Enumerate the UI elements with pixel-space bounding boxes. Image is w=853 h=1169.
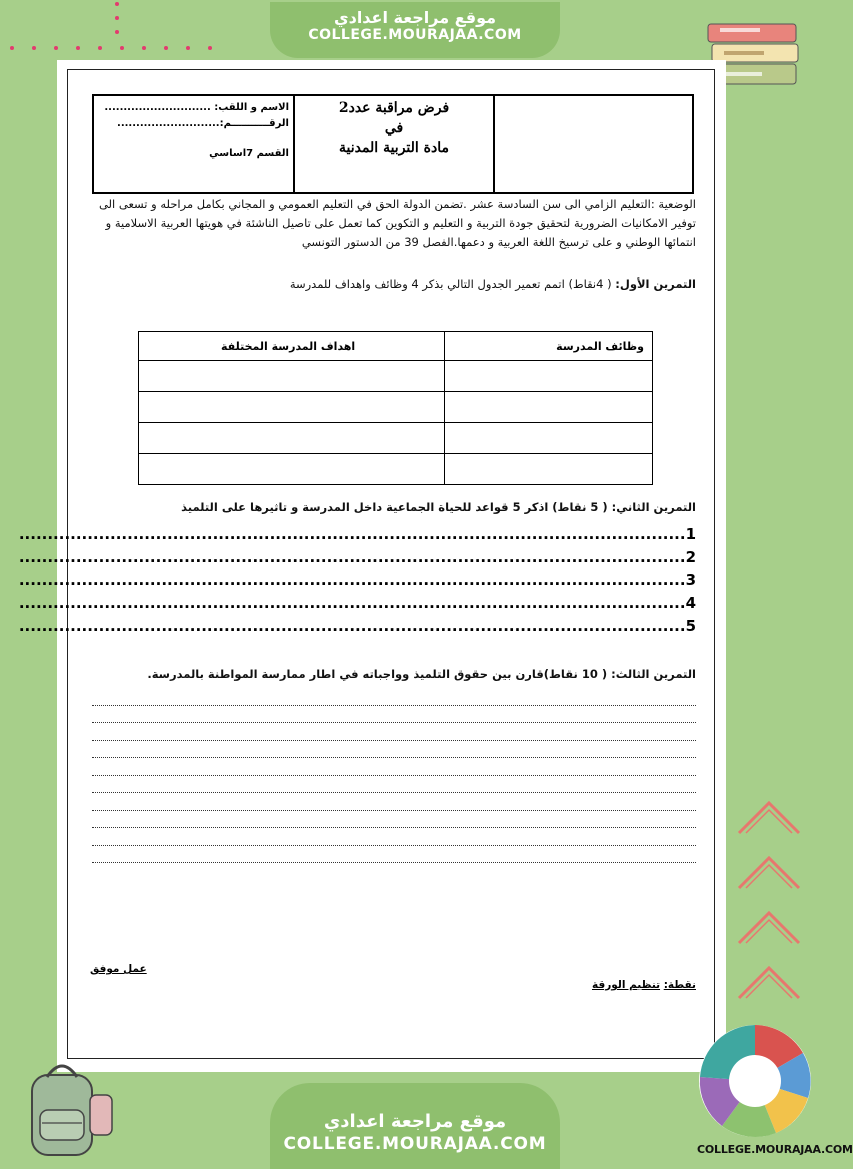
decorative-dot	[76, 46, 80, 50]
site-name-bottom: موقع مراجعة اعدادي	[323, 1111, 507, 1132]
decorative-dot	[115, 30, 119, 34]
neatness-label: نقطة:	[663, 979, 696, 991]
answer-cell[interactable]	[445, 454, 653, 485]
header-empty-cell	[495, 96, 692, 192]
site-banner-top	[270, 2, 560, 58]
decorative-dot	[142, 46, 146, 50]
decorative-dot	[120, 46, 124, 50]
decorative-dot	[115, 2, 119, 6]
decorative-dot	[32, 46, 36, 50]
exercise1-prompt	[96, 277, 696, 291]
decorative-dot	[10, 46, 14, 50]
table-row	[139, 392, 653, 423]
exercise2-answer-lines	[18, 525, 696, 640]
exercise2-prompt: التمرين الثاني: ( 5 نقاط) اذكر 5 قواعد للحياة الجماعية داخل المدرسة و تاثيرها على التلميذ	[181, 500, 696, 514]
site-url[interactable]: COLLEGE.MOURAJAA.COM	[308, 27, 522, 43]
exam-title-cell	[295, 96, 495, 192]
answer-line[interactable]	[92, 793, 696, 811]
neatness-text: تنظيم الورقة	[592, 979, 661, 991]
answer-line[interactable]: 2.....................................................................................................................	[18, 548, 696, 566]
answer-cell[interactable]	[445, 392, 653, 423]
backpack-icon	[12, 1055, 122, 1165]
good-luck-text: عمل موفق	[90, 963, 147, 975]
chevron-up-icon	[734, 905, 804, 945]
table-header-functions: وظائف المدرسة	[445, 332, 653, 361]
answer-line[interactable]: 5.....................................................................................................................	[18, 617, 696, 635]
student-number-field[interactable]: الرقـــــــــــم:...........................	[117, 118, 289, 129]
exercise3-prompt: التمرين الثالث: ( 10 نقاط)قارن بين حقوق التلميذ وواجباته في اطار ممارسة المواطنة بالمدرسة.	[147, 667, 696, 681]
answer-line[interactable]	[92, 758, 696, 776]
answer-line[interactable]	[92, 828, 696, 846]
site-url-bottom[interactable]: COLLEGE.MOURAJAA.COM	[283, 1134, 547, 1154]
answer-line[interactable]: 3.....................................................................................................................	[18, 571, 696, 589]
answer-cell[interactable]	[445, 361, 653, 392]
answer-line[interactable]: 1.....................................................................................................................	[18, 525, 696, 543]
exercise1-label: التمرين الأول:	[615, 277, 696, 291]
decorative-dot	[54, 46, 58, 50]
site-banner-bottom	[270, 1083, 560, 1169]
site-logo-icon	[696, 1022, 814, 1140]
table-header-goals: اهداف المدرسة المختلفة	[139, 332, 445, 361]
exercise3-answer-lines	[92, 688, 696, 863]
table-row	[139, 361, 653, 392]
decorative-dot	[115, 16, 119, 20]
answer-cell[interactable]	[139, 361, 445, 392]
decorative-dot	[208, 46, 212, 50]
decorative-dots-vertical	[115, 2, 121, 42]
chevron-up-icon	[734, 795, 804, 835]
chevron-up-icon	[734, 850, 804, 890]
answer-line[interactable]	[92, 741, 696, 759]
exam-header	[92, 94, 694, 194]
answer-line[interactable]	[92, 723, 696, 741]
exam-subject: مادة التربية المدنية	[338, 140, 450, 156]
answer-cell[interactable]	[139, 423, 445, 454]
answer-line[interactable]	[92, 688, 696, 706]
exam-title-in: في	[384, 120, 404, 136]
answer-line[interactable]	[92, 811, 696, 829]
logo-url-text[interactable]: COLLEGE.MOURAJAA.COM	[697, 1143, 853, 1156]
class-label: القسم 7اساسي	[209, 148, 289, 159]
answer-cell[interactable]	[139, 392, 445, 423]
table-row	[139, 454, 653, 485]
answer-line[interactable]	[92, 776, 696, 794]
answer-line[interactable]: 4.....................................................................................................................	[18, 594, 696, 612]
exam-title: فرض مراقبة عدد2	[338, 100, 450, 116]
decorative-dot	[186, 46, 190, 50]
student-name-field[interactable]: الاسم و اللقب: ............................	[104, 102, 289, 113]
table-row	[139, 423, 653, 454]
neatness-note	[540, 979, 696, 991]
site-name: موقع مراجعة اعدادي	[333, 8, 497, 27]
decorative-dots	[10, 46, 240, 56]
answer-line[interactable]	[92, 846, 696, 864]
decorative-dot	[164, 46, 168, 50]
school-functions-table	[138, 331, 653, 485]
exercise1-text: ( 4نقاط) اتمم تعمير الجدول التالي بذكر 4 وظائف واهداف للمدرسة	[289, 277, 612, 291]
chevron-up-icon	[734, 960, 804, 1000]
answer-cell[interactable]	[445, 423, 653, 454]
decorative-dot	[98, 46, 102, 50]
situation-text: الوضعية :التعليم الزامي الى سن السادسة عشر .تضمن الدولة الحق في التعليم العمومي و المجاني بكامل مراحله و تسعى الى توفير الامكانيات الضرورية لتحقيق جودة التربية و التعليم و التكوين كما تعمل على تاصيل الناشئة في هويتها العربية الاسلامية و انتمائها الوطني و على ترسيخ اللغة العربية و دعمها.الفصل 39 من الدستور التونسي	[98, 197, 696, 249]
answer-cell[interactable]	[139, 454, 445, 485]
student-info-cell	[94, 96, 295, 192]
answer-line[interactable]	[92, 706, 696, 724]
